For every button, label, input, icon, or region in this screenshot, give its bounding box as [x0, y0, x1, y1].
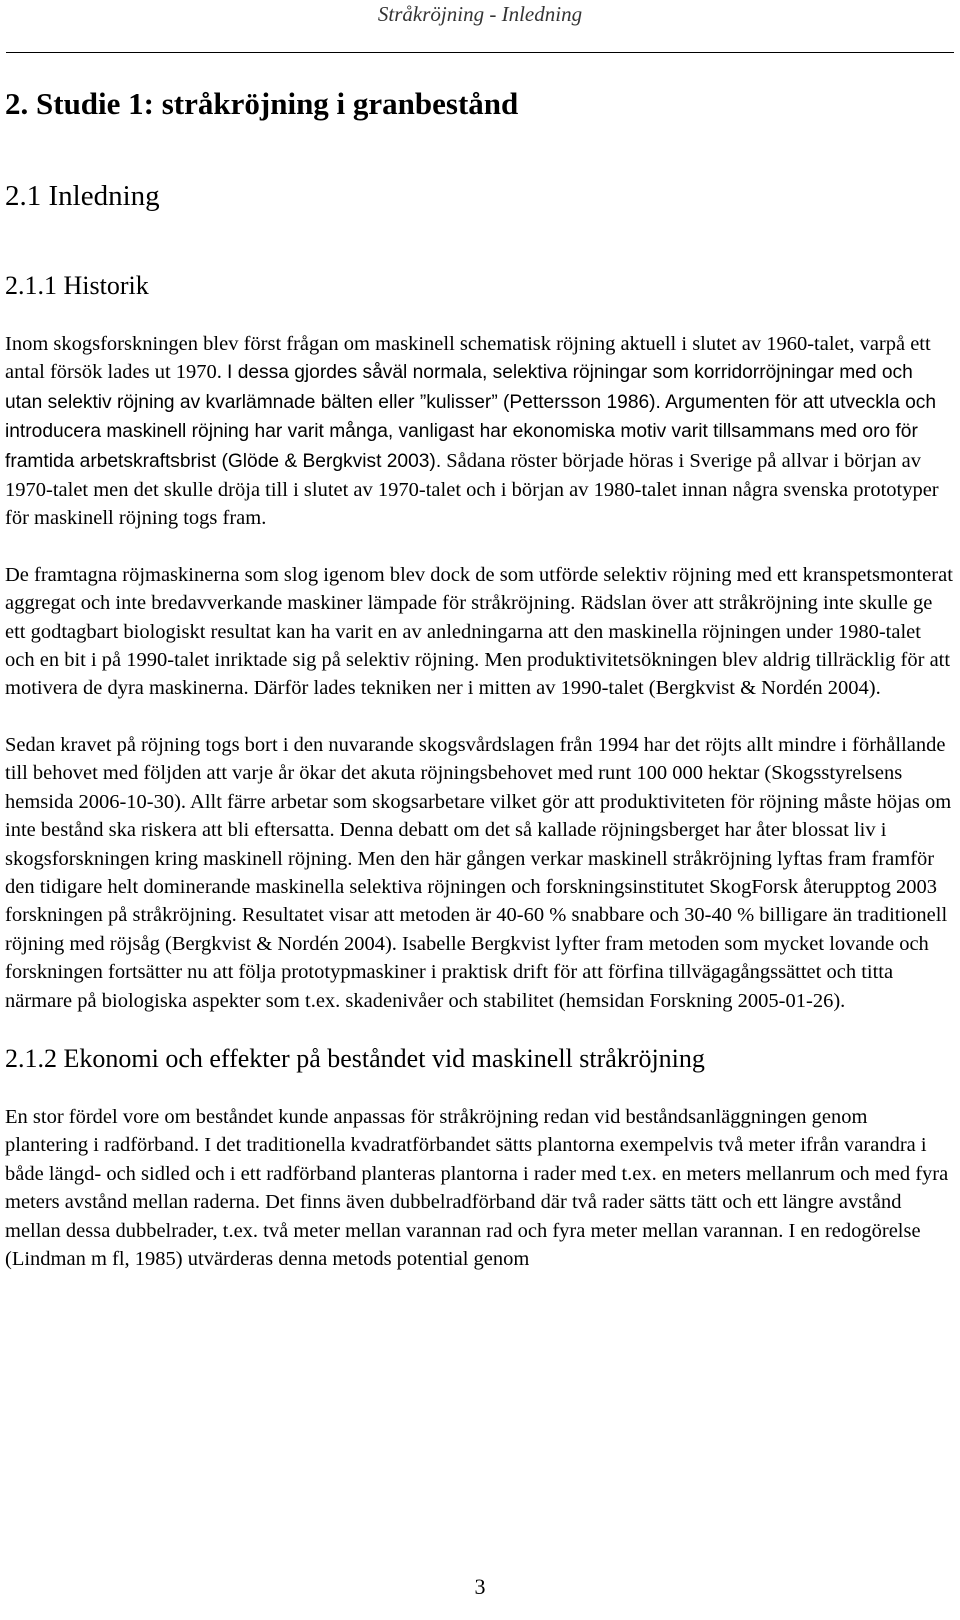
subsection-heading-ekonomi: 2.1.2 Ekonomi och effekter på beståndet vid maskinell stråkröjning — [5, 1043, 705, 1073]
paragraph-2: De framtagna röjmaskinerna som slog igenom blev dock de som utförde selektiv röjning med ett kranspetsmonterat aggregat och inte bredavverkande maskiner lämpade för stråkröjning. Rädslan över att stråkröjning inte skulle ge ett godtagbart biologiskt resultat kan ha varit en av anledningarna att den maskinella röjningen under 1980-talet och en bit i på 1990-talet inriktade sig på selektiv röjning. Men produktivitetsökningen blev aldrig tillräcklig för att motivera de dyra maskinerna. Därför lades tekniken ner i mitten av 1990-talet (Bergkvist & Nordén 2004). — [5, 563, 953, 700]
header-rule — [6, 52, 954, 53]
section-heading: 2.1 Inledning — [5, 180, 160, 212]
paragraph-4: En stor fördel vore om beståndet kunde anpassas för stråkröjning redan vid beståndsanläggningen genom plantering i radförband. I det traditionella kvadratförbandet sätts plantorna exempelvis två meter ifrån varandra i både längd- och sidled och i ett radförband planteras plantorna i rader med t.ex. en meters mellanrum och med fyra meters avstånd mellan raderna. Det finns även dubbelradförband där två rader sätts tätt och ett längre avstånd mellan dessa dubbelrader, t.ex. två meter mellan varannan rad och fyra meter mellan varannan. I en redogörelse (Lindman m fl, 1985) utvärderas denna metods potential genom — [5, 1105, 949, 1270]
page-header — [0, 0, 960, 56]
running-head: Stråkröjning - Inledning — [377, 2, 583, 26]
page-body — [5, 84, 955, 1273]
paragraph-1-part-a: Inom skogsforskningen blev först frågan om maskinell schematisk röjning aktuell i slutet av 1960-talet, varpå ett antal försök lades ut 1970. — [5, 333, 931, 384]
chapter-heading: 2. Studie 1: stråkröjning i granbestånd — [5, 86, 519, 121]
paragraph-1-part-b: I dessa gjordes såväl normala, selektiva röjningar som korridorröjningar med och utan selektiv röjning av kvarlämnade bälten eller ”kulisser” (Pettersson 1986). Argumenten för att utveckla och introducera maskinell röjning har varit många, vanligast har ekonomiska motiv varit tillsammans med oro för framtida arbetskraftsbrist (Glöde & Bergkvist 2003). — [5, 362, 937, 472]
paragraph-1 — [5, 330, 955, 533]
paragraph-1-part-c: Sådana röster började höras i Sverige på allvar i början av 1970-talet men det skulle dröja till i slutet av 1970-talet och i början av 1980-talet innan några svenska prototyper för maskinell röjning togs fram. — [5, 449, 939, 530]
page-number: 3 — [474, 1574, 486, 1599]
paragraph-3: Sedan kravet på röjning togs bort i den nuvarande skogsvårdslagen från 1994 har det röjts allt mindre i förhållande till behovet med följden att varje år ökar det akuta röjningsbehovet med runt 100 000 hektar (Skogsstyrelsens hemsida 2006-10-30). Allt färre arbetar som skogsarbetare vilket gör att produktiviteten för röjning måste höjas om inte bestånd ska riskera att bli eftersatta. Denna debatt om det så kallade röjningsberget har åter blossat liv i skogsforskningen kring maskinell röjning. Men den här gången verkar maskinell stråkröjning lyftas fram framför den tidigare helt dominerande maskinella selektiva röjningen och forskningsinstitutet SkogForsk återupptog 2003 forskningen på stråkröjning. Resultatet visar att metoden är 40-60 % snabbare och 30-40 % billigare än traditionell röjning med röjsåg (Bergkvist & Nordén 2004). Isabelle Bergkvist lyfter fram metoden som mycket lovande och forskningen fortsätter nu att följa prototypmaskiner i praktisk drift för att förfina tillvägagångssättet och titta närmare på biologiska aspekter som t.ex. skadenivåer och stabilitet (hemsidan Forskning 2005-01-26). — [5, 733, 952, 1012]
subsection-heading-historik: 2.1.1 Historik — [5, 271, 149, 300]
